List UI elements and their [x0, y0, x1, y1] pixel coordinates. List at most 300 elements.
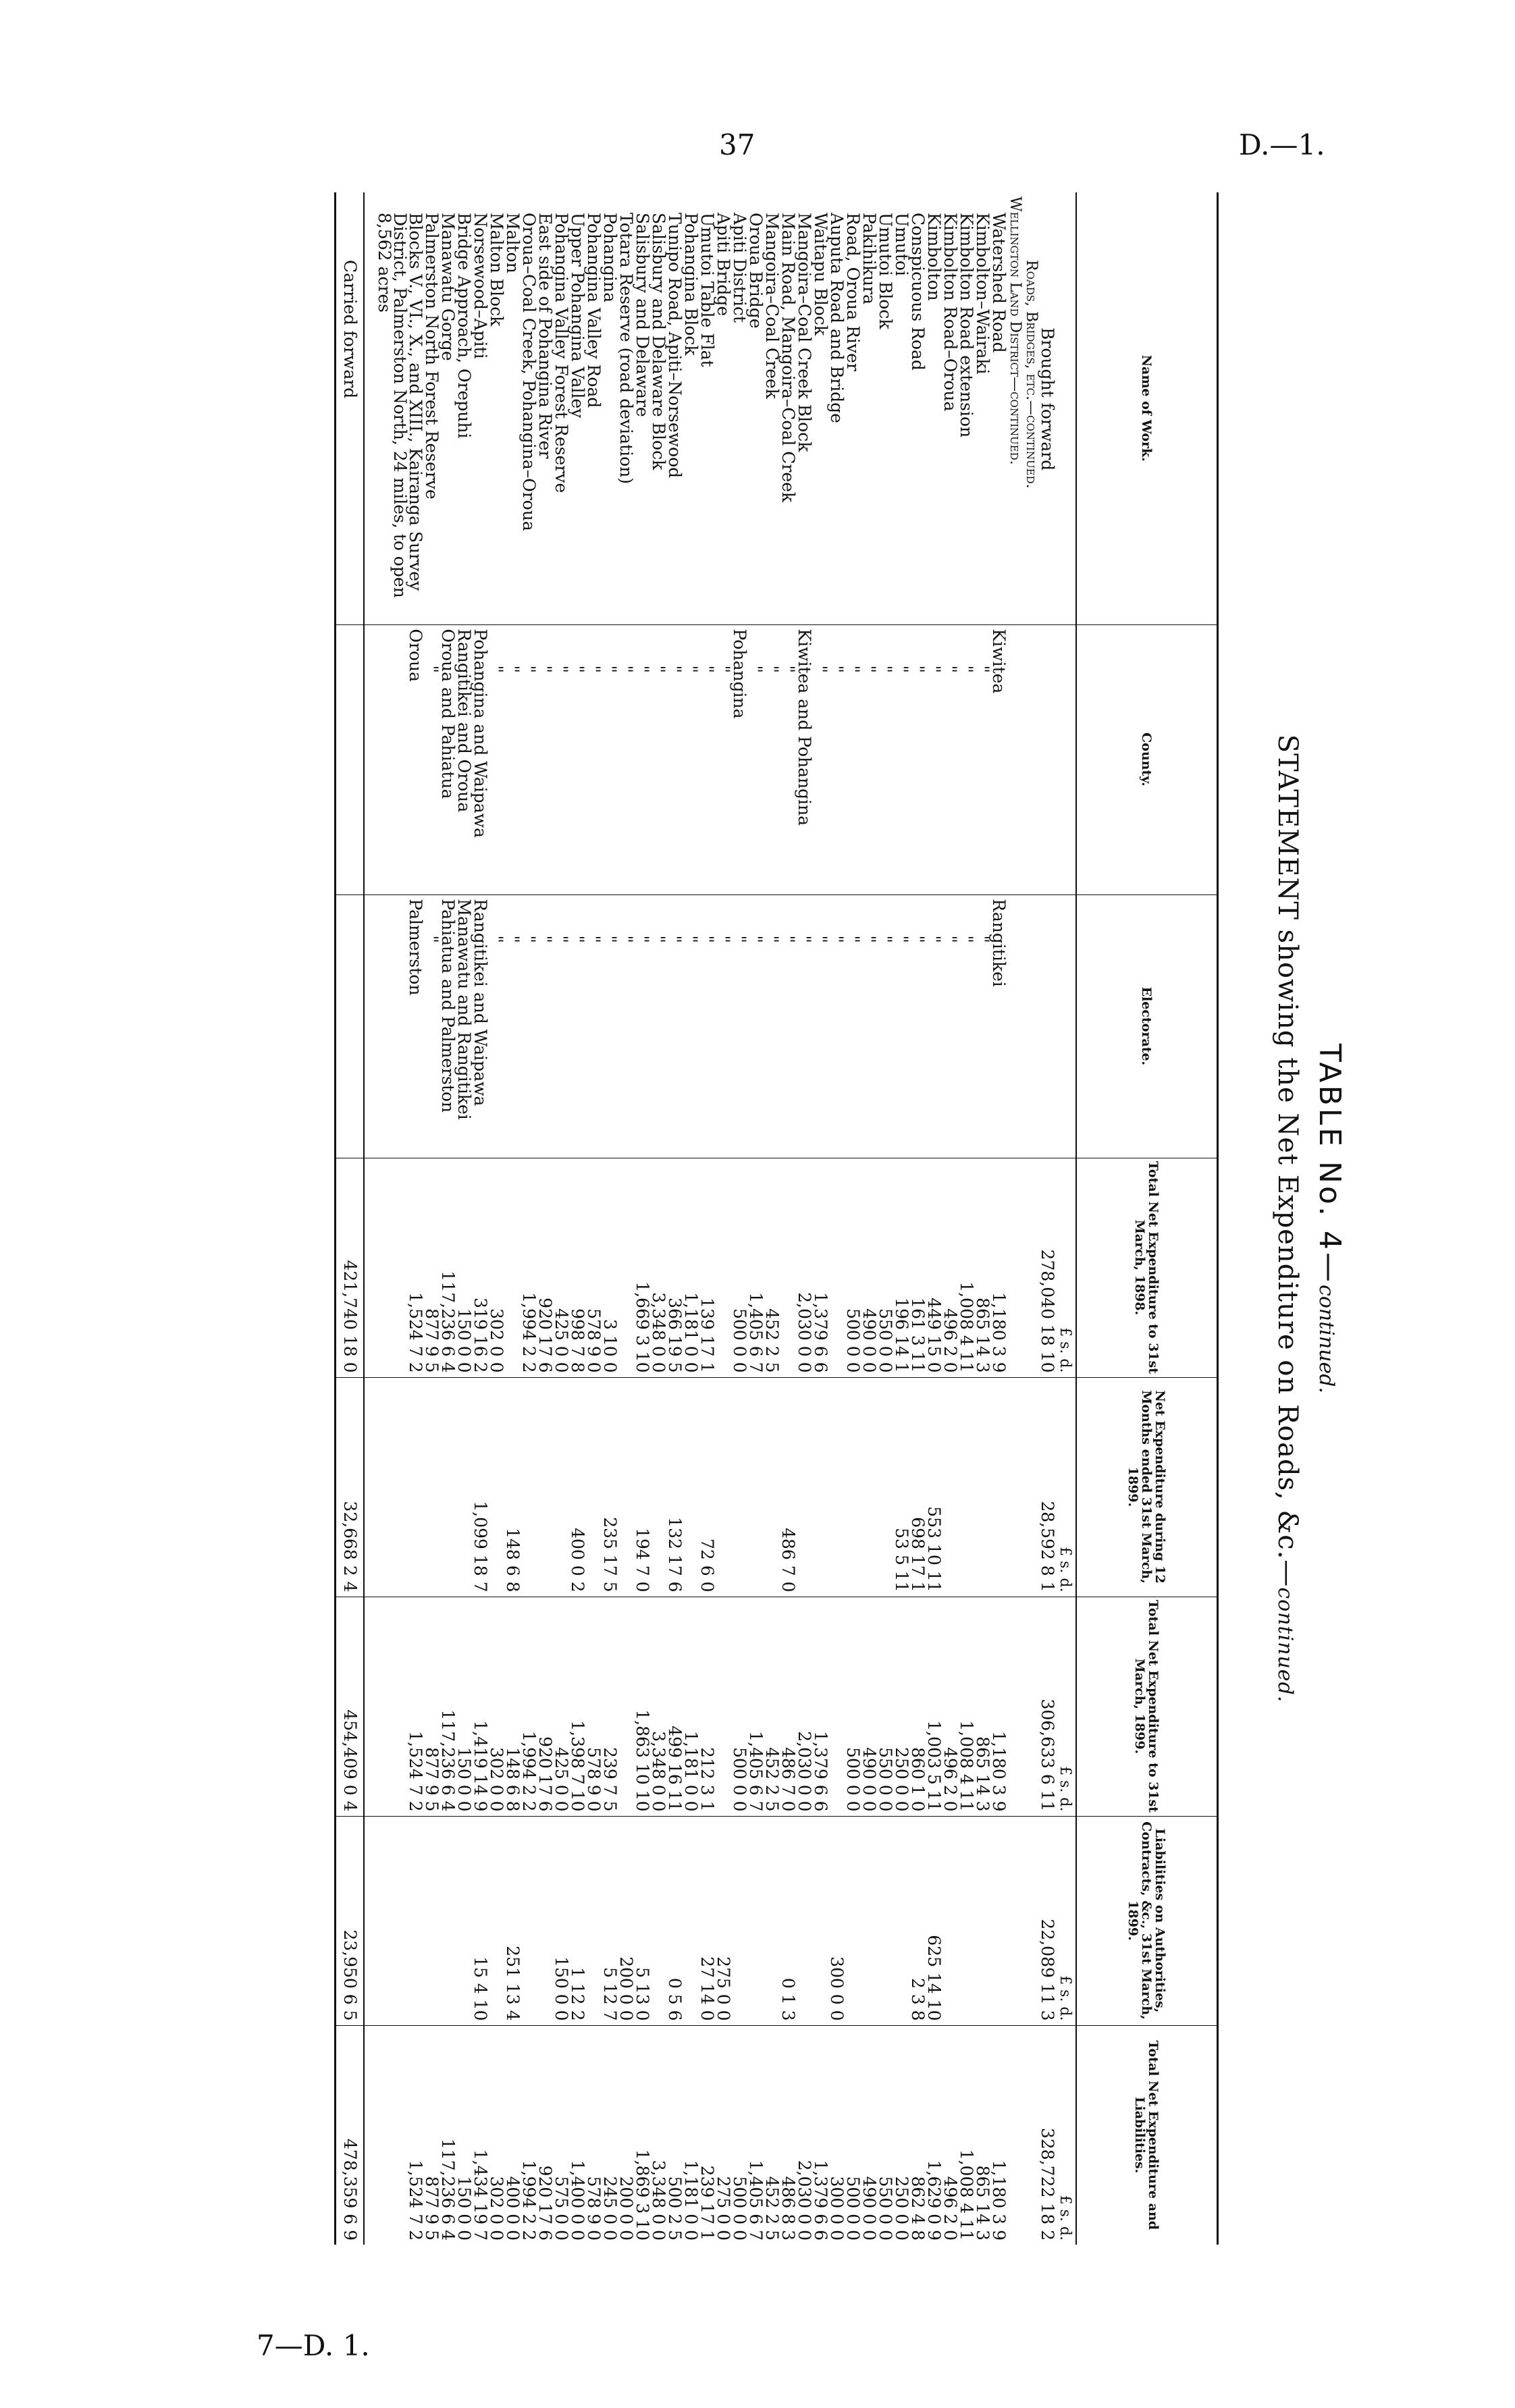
- work-name-cell: Mangoira–Coal Creek Block: [795, 213, 814, 452]
- table-row: [861, 192, 877, 2245]
- electorate-cell: ": [909, 894, 926, 1158]
- footer-reference: 7—D. 1.: [257, 2329, 370, 2362]
- county-cell: ": [780, 624, 796, 894]
- electorate-cell: ": [618, 894, 634, 1158]
- county-cell: ": [764, 624, 780, 894]
- work-name-cell: Main Road, Mangoira–Coal Creek: [778, 213, 798, 503]
- total-1899-cell: 1,524 7 2: [377, 1597, 423, 1816]
- units-label: £ s. d.: [1057, 1816, 1076, 2025]
- electorate-cell: ": [423, 894, 440, 1158]
- total-1898-cell: 1,405 6 7: [747, 1158, 764, 1377]
- county-cell: ": [828, 624, 845, 894]
- total-1899-cell: 496 2 0: [942, 1597, 958, 1816]
- electorate-cell: ": [650, 894, 666, 1158]
- table-row: [683, 192, 699, 2245]
- total-liabilities-cell: 200 0 0: [618, 2025, 634, 2245]
- carried-forward-total-1898: 421,740 18 0: [336, 1158, 365, 1377]
- total-1898-cell: 139 17 1: [699, 1158, 715, 1377]
- table-body: [377, 192, 1076, 2245]
- county-cell: ": [423, 624, 440, 894]
- county-cell: ": [521, 624, 537, 894]
- total-1898-cell: 1,008 4 11: [958, 1158, 974, 1377]
- during-cell: [618, 1377, 634, 1597]
- total-1898-cell: 1,180 3 9: [990, 1158, 1007, 1377]
- total-1898-cell: 366 19 5: [666, 1158, 683, 1377]
- district-heading: Wellington Land District—continued.: [1007, 196, 1024, 465]
- county-cell: ": [666, 624, 683, 894]
- table-row: [553, 192, 569, 2245]
- total-1898-cell: 449 15 0: [926, 1158, 942, 1377]
- liabilities-cell: [861, 1816, 877, 2025]
- total-1899-cell: [618, 1597, 634, 1816]
- electorate-cell: ": [747, 894, 764, 1158]
- total-1898-cell: 998 7 8: [569, 1158, 585, 1377]
- total-liabilities-cell: 1,434 19 7: [472, 2025, 488, 2245]
- liabilities-cell: [521, 1816, 537, 2025]
- liabilities-cell: 0 1 3: [780, 1816, 796, 2025]
- liabilities-cell: 27 14 0: [699, 1816, 715, 2025]
- total-liabilities-cell: 500 0 0: [845, 2025, 861, 2245]
- total-1898-cell: 877 9 5: [423, 1158, 440, 1377]
- electorate-cell: ": [683, 894, 699, 1158]
- total-liabilities-cell: 3,348 0 0: [650, 2025, 666, 2245]
- brought-forward-liabilities: 22,089 11 3: [1039, 1816, 1057, 2025]
- table-row: [828, 192, 845, 2245]
- during-cell: [877, 1377, 893, 1597]
- work-name-cell: Norsewood–Apiti: [471, 213, 490, 359]
- header-electorate: Electorate.: [1076, 894, 1218, 1158]
- total-1899-cell: 500 0 0: [845, 1597, 861, 1816]
- total-liabilities-cell: 877 9 5: [423, 2025, 440, 2245]
- liabilities-cell: [423, 1816, 440, 2025]
- county-cell: ": [926, 624, 942, 894]
- during-cell: 148 6 8: [504, 1377, 521, 1597]
- units-label: £ s. d.: [1057, 1597, 1076, 1816]
- total-1899-cell: 239 7 5: [602, 1597, 618, 1816]
- total-1899-cell: 578 9 0: [585, 1597, 602, 1816]
- during-cell: [764, 1377, 780, 1597]
- section-heading-row: [1023, 192, 1039, 2245]
- liabilities-cell: 275 0 0: [715, 1816, 731, 2025]
- table-row: [504, 192, 521, 2245]
- table-row: [537, 192, 553, 2245]
- total-liabilities-cell: 578 9 0: [585, 2025, 602, 2245]
- expenditure-table: [334, 192, 1219, 2245]
- header-county: County.: [1076, 624, 1218, 894]
- during-cell: [650, 1377, 666, 1597]
- total-liabilities-cell: 452 2 5: [764, 2025, 780, 2245]
- county-cell: ": [618, 624, 634, 894]
- during-cell: 698 17 1: [909, 1377, 926, 1597]
- county-cell: ": [602, 624, 618, 894]
- total-1899-cell: 499 16 11: [666, 1597, 683, 1816]
- during-cell: [423, 1377, 440, 1597]
- during-cell: [488, 1377, 504, 1597]
- county-cell: Kiwitea and Pohangina: [796, 624, 812, 894]
- electorate-cell: ": [488, 894, 504, 1158]
- total-1898-cell: [828, 1158, 845, 1377]
- total-1898-cell: 196 14 1: [893, 1158, 909, 1377]
- total-1899-cell: 452 2 5: [764, 1597, 780, 1816]
- total-1899-cell: 490 0 0: [861, 1597, 877, 1816]
- county-cell: Kiwitea: [990, 624, 1007, 894]
- electorate-cell: ": [828, 894, 845, 1158]
- table-row: [650, 192, 666, 2245]
- work-name-cell: Tunipo Road, Apiti–Norsewood: [665, 213, 685, 479]
- liabilities-cell: [942, 1816, 958, 2025]
- work-name-cell: Pohangina Valley Forest Reserve: [552, 213, 571, 493]
- total-1899-cell: 212 3 1: [699, 1597, 715, 1816]
- table-row: [990, 192, 1007, 2245]
- work-name-cell: Oroua Bridge: [746, 213, 766, 329]
- total-liabilities-cell: 486 8 3: [780, 2025, 796, 2245]
- county-cell: ": [553, 624, 569, 894]
- county-cell: ": [877, 624, 893, 894]
- county-cell: Rangitikei and Oroua: [456, 624, 472, 894]
- table-row: [699, 192, 715, 2245]
- total-1898-cell: 490 0 0: [861, 1158, 877, 1377]
- total-liabilities-cell: 150 0 0: [456, 2025, 472, 2245]
- electorate-cell: ": [521, 894, 537, 1158]
- work-name-cell: Upper Pohangina Valley: [568, 213, 587, 419]
- liabilities-cell: 5 13 0: [634, 1816, 650, 2025]
- work-name-cell: Blocks V., VI., X., and XIII., Kairanga Survey District, Palmerston North, 24 miles, to open 8,562 acres: [375, 213, 425, 598]
- electorate-cell: Rangitikei: [990, 894, 1007, 1158]
- during-cell: [715, 1377, 731, 1597]
- total-1899-cell: 920 17 6: [537, 1597, 553, 1816]
- header-total-1898: Total Net Expenditure to 31st March, 1898.: [1076, 1158, 1218, 1377]
- total-1899-cell: 1,180 3 9: [990, 1597, 1007, 1816]
- table-row: [585, 192, 602, 2245]
- total-1898-cell: 578 9 0: [585, 1158, 602, 1377]
- liabilities-cell: [456, 1816, 472, 2025]
- during-cell: 235 17 5: [602, 1377, 618, 1597]
- carried-forward-total-liabilities: 478,359 6 9: [336, 2025, 365, 2245]
- carried-forward-row: [336, 192, 365, 2245]
- work-name-cell: Kimbolton: [924, 213, 944, 301]
- liabilities-cell: [747, 1816, 764, 2025]
- total-liabilities-cell: 500 0 0: [731, 2025, 747, 2245]
- during-cell: 53 5 11: [893, 1377, 909, 1597]
- during-cell: [440, 1377, 456, 1597]
- table-row: [602, 192, 618, 2245]
- total-liabilities-cell: 250 0 0: [893, 2025, 909, 2245]
- brought-forward-total-liabilities: 328,722 18 2: [1039, 2025, 1057, 2245]
- table-row: [845, 192, 861, 2245]
- table-row: [634, 192, 650, 2245]
- county-cell: ": [699, 624, 715, 894]
- total-1898-cell: 2,030 0 0: [796, 1158, 812, 1377]
- during-cell: [861, 1377, 877, 1597]
- total-1898-cell: 161 3 11: [909, 1158, 926, 1377]
- county-cell: ": [488, 624, 504, 894]
- total-liabilities-cell: 575 0 0: [553, 2025, 569, 2245]
- liabilities-cell: [731, 1816, 747, 2025]
- header-total-1899: Total Net Expenditure to 31st March, 1899.: [1076, 1597, 1218, 1816]
- during-cell: 194 7 0: [634, 1377, 650, 1597]
- total-1899-cell: 1,379 6 6: [812, 1597, 828, 1816]
- liabilities-cell: [958, 1816, 974, 2025]
- total-1899-cell: 117,236 6 4: [440, 1597, 456, 1816]
- total-1899-cell: 250 0 0: [893, 1597, 909, 1816]
- county-cell: ": [958, 624, 974, 894]
- work-name-cell: Auputa Road and Bridge: [827, 213, 847, 423]
- total-1899-cell: 3,348 0 0: [650, 1597, 666, 1816]
- liabilities-cell: 625 14 10: [926, 1816, 942, 2025]
- table-subtitle-continued: continued.: [1273, 1587, 1297, 1703]
- total-1899-cell: 1,181 0 0: [683, 1597, 699, 1816]
- during-cell: [796, 1377, 812, 1597]
- electorate-cell: ": [942, 894, 958, 1158]
- total-1898-cell: 500 0 0: [731, 1158, 747, 1377]
- total-1898-cell: 150 0 0: [456, 1158, 472, 1377]
- total-liabilities-cell: 2,030 0 0: [796, 2025, 812, 2245]
- table-row: [456, 192, 472, 2245]
- total-liabilities-cell: 1,400 0 0: [569, 2025, 585, 2245]
- header-liabilities: Liabilities on Authorities, Contracts, &c., 31st March, 1899.: [1076, 1816, 1218, 2025]
- total-1899-cell: 1,863 10 10: [634, 1597, 650, 1816]
- table-row: [812, 192, 828, 2245]
- county-cell: ": [845, 624, 861, 894]
- total-1898-cell: 550 0 0: [877, 1158, 893, 1377]
- total-1899-cell: 550 0 0: [877, 1597, 893, 1816]
- work-name-cell: Oroua–Coal Creek, Pohangina–Oroua: [519, 213, 539, 531]
- electorate-cell: ": [731, 894, 747, 1158]
- electorate-cell: ": [893, 894, 909, 1158]
- liabilities-cell: [845, 1816, 861, 2025]
- during-cell: 553 10 11: [926, 1377, 942, 1597]
- liabilities-cell: [585, 1816, 602, 2025]
- county-cell: ": [683, 624, 699, 894]
- liabilities-cell: 251 13 4: [504, 1816, 521, 2025]
- county-cell: Pohangina and Waipawa: [472, 624, 488, 894]
- table-row: [877, 192, 893, 2245]
- during-cell: 400 0 2: [569, 1377, 585, 1597]
- total-1899-cell: 1,003 5 11: [926, 1597, 942, 1816]
- work-name-cell: Kimbolton Road extension: [957, 213, 976, 438]
- county-cell: ": [747, 624, 764, 894]
- work-name-cell: Kimbolton–Wairaki: [973, 213, 992, 375]
- electorate-cell: ": [974, 894, 990, 1158]
- work-name-cell: Pohangina Block: [681, 213, 701, 356]
- work-name-cell: East side of Pohangina River: [535, 213, 555, 459]
- carried-forward-during: 32,668 2 4: [336, 1377, 365, 1597]
- electorate-cell: ": [926, 894, 942, 1158]
- header-name: Name of Work.: [1076, 192, 1218, 624]
- work-name-cell: Salisbury and Delaware Block: [649, 213, 668, 471]
- electorate-cell: ": [715, 894, 731, 1158]
- during-cell: [990, 1377, 1007, 1597]
- electorate-cell: ": [634, 894, 650, 1158]
- work-name-cell: Kimbolton Road–Oroua: [940, 213, 960, 412]
- work-name-cell: Salisbury and Delaware: [633, 213, 652, 417]
- liabilities-cell: 0 5 6: [666, 1816, 683, 2025]
- liabilities-cell: [650, 1816, 666, 2025]
- during-cell: [537, 1377, 553, 1597]
- work-name-cell: Pohangina Valley Road: [584, 213, 604, 408]
- table-row: [747, 192, 764, 2245]
- table-row: [942, 192, 958, 2245]
- total-1899-cell: 1,994 2 2: [521, 1597, 537, 1816]
- total-1898-cell: 425 0 0: [553, 1158, 569, 1377]
- work-name-cell: Waitapu Block: [811, 213, 830, 336]
- total-liabilities-cell: 117,236 6 4: [440, 2025, 456, 2245]
- district-heading-row: [1007, 192, 1023, 2245]
- table-row: [440, 192, 456, 2245]
- county-cell: Oroua: [377, 624, 423, 894]
- during-cell: [812, 1377, 828, 1597]
- brought-forward-during: 28,592 8 1: [1039, 1377, 1057, 1597]
- during-cell: [942, 1377, 958, 1597]
- electorate-cell: ": [504, 894, 521, 1158]
- total-1898-cell: 1,524 7 2: [377, 1158, 423, 1377]
- liabilities-cell: [796, 1816, 812, 2025]
- table-row: [731, 192, 747, 2245]
- liabilities-cell: 150 0 0: [553, 1816, 569, 2025]
- table-row: [893, 192, 909, 2245]
- total-liabilities-cell: 302 0 0: [488, 2025, 504, 2245]
- electorate-cell: ": [780, 894, 796, 1158]
- work-name-cell: Totara Reserve (road deviation): [616, 213, 636, 484]
- table-row: [488, 192, 504, 2245]
- brought-forward-total-1899: 306,633 6 11: [1039, 1597, 1057, 1816]
- total-liabilities-cell: 400 0 0: [504, 2025, 521, 2245]
- total-1899-cell: 865 14 3: [974, 1597, 990, 1816]
- during-cell: [845, 1377, 861, 1597]
- total-1899-cell: 500 0 0: [731, 1597, 747, 1816]
- liabilities-cell: 2 3 8: [909, 1816, 926, 2025]
- table-title-continued: continued.: [1314, 1285, 1338, 1394]
- total-liabilities-cell: 500 2 5: [666, 2025, 683, 2245]
- during-cell: [828, 1377, 845, 1597]
- section-heading: Roads, Bridges, etc.—continued.: [1023, 260, 1040, 489]
- total-1899-cell: 2,030 0 0: [796, 1597, 812, 1816]
- electorate-cell: ": [537, 894, 553, 1158]
- electorate-cell: ": [861, 894, 877, 1158]
- total-1899-cell: 1,398 7 10: [569, 1597, 585, 1816]
- liabilities-cell: [764, 1816, 780, 2025]
- liabilities-cell: [488, 1816, 504, 2025]
- document-reference: D.—1.: [1239, 128, 1325, 161]
- total-1898-cell: [504, 1158, 521, 1377]
- total-liabilities-cell: 1,869 3 10: [634, 2025, 650, 2245]
- total-liabilities-cell: 300 0 0: [828, 2025, 845, 2245]
- county-cell: ": [650, 624, 666, 894]
- county-cell: ": [585, 624, 602, 894]
- liabilities-cell: 5 12 7: [602, 1816, 618, 2025]
- header-row: [1076, 192, 1218, 2245]
- total-1898-cell: 1,379 6 6: [812, 1158, 828, 1377]
- electorate-cell: Pahiatua and Palmerston: [440, 894, 456, 1158]
- total-1898-cell: 1,181 0 0: [683, 1158, 699, 1377]
- table-title-text: TABLE No. 4—: [1312, 1043, 1347, 1285]
- table-row: [423, 192, 440, 2245]
- total-1899-cell: 877 9 5: [423, 1597, 440, 1816]
- liabilities-cell: 15 4 10: [472, 1816, 488, 2025]
- total-liabilities-cell: 1,405 6 7: [747, 2025, 764, 2245]
- total-1898-cell: [618, 1158, 634, 1377]
- electorate-cell: ": [666, 894, 683, 1158]
- work-name-cell: Pakihikura: [859, 213, 879, 304]
- liabilities-cell: 200 0 0: [618, 1816, 634, 2025]
- work-name-cell: Watershed Road: [989, 213, 1009, 353]
- total-1898-cell: 302 0 0: [488, 1158, 504, 1377]
- electorate-cell: Rangitikei and Waipawa: [472, 894, 488, 1158]
- during-cell: [456, 1377, 472, 1597]
- table-title: [1312, 192, 1347, 2245]
- electorate-cell: ": [553, 894, 569, 1158]
- total-liabilities-cell: 550 0 0: [877, 2025, 893, 2245]
- county-cell: ": [861, 624, 877, 894]
- county-cell: ": [893, 624, 909, 894]
- table-row: [618, 192, 634, 2245]
- rotated-table-area: [213, 192, 1347, 2245]
- electorate-cell: Manawatu and Rangitikei: [456, 894, 472, 1158]
- total-liabilities-cell: 865 14 3: [974, 2025, 990, 2245]
- electorate-cell: ": [699, 894, 715, 1158]
- work-name-cell: Road, Oroua River: [843, 213, 863, 371]
- units-label: £ s. d.: [1057, 1377, 1076, 1597]
- brought-forward-label: Brought forward: [1038, 327, 1057, 471]
- electorate-cell: ": [569, 894, 585, 1158]
- total-1898-cell: 496 2 0: [942, 1158, 958, 1377]
- work-name-cell: Malton: [503, 213, 523, 273]
- during-cell: [731, 1377, 747, 1597]
- work-name-cell: Umutoi: [892, 213, 911, 276]
- during-cell: [958, 1377, 974, 1597]
- county-cell: ": [569, 624, 585, 894]
- total-liabilities-cell: 1,180 3 9: [990, 2025, 1007, 2245]
- county-cell: ": [504, 624, 521, 894]
- electorate-cell: ": [796, 894, 812, 1158]
- carried-forward-liabilities: 23,950 6 5: [336, 1816, 365, 2025]
- total-liabilities-cell: 245 0 0: [602, 2025, 618, 2245]
- table-row: [715, 192, 731, 2245]
- header-total-liabilities: Total Net Expenditure and Liabilities.: [1076, 2025, 1218, 2245]
- total-1899-cell: 860 1 0: [909, 1597, 926, 1816]
- work-name-cell: Apiti Bridge: [714, 213, 733, 317]
- county-cell: ": [634, 624, 650, 894]
- during-cell: [553, 1377, 569, 1597]
- work-name-cell: Palmerston North Forest Reserve: [422, 213, 442, 500]
- total-1898-cell: 500 0 0: [845, 1158, 861, 1377]
- total-1899-cell: 1,419 14 9: [472, 1597, 488, 1816]
- electorate-cell: ": [585, 894, 602, 1158]
- total-liabilities-cell: 1,181 0 0: [683, 2025, 699, 2245]
- table-row: [796, 192, 812, 2245]
- liabilities-cell: [440, 1816, 456, 2025]
- total-1899-cell: 486 7 0: [780, 1597, 796, 1816]
- total-1899-cell: 425 0 0: [553, 1597, 569, 1816]
- liabilities-cell: [377, 1816, 423, 2025]
- during-cell: 1,099 18 7: [472, 1377, 488, 1597]
- table-row: [472, 192, 488, 2245]
- total-liabilities-cell: 490 0 0: [861, 2025, 877, 2245]
- during-cell: [747, 1377, 764, 1597]
- electorate-cell: ": [958, 894, 974, 1158]
- total-liabilities-cell: 1,994 2 2: [521, 2025, 537, 2245]
- total-1898-cell: [780, 1158, 796, 1377]
- liabilities-cell: [893, 1816, 909, 2025]
- table-row: [909, 192, 926, 2245]
- county-cell: Oroua and Pahiatua: [440, 624, 456, 894]
- during-cell: [585, 1377, 602, 1597]
- page-number: 37: [719, 128, 755, 161]
- total-liabilities-cell: 496 2 0: [942, 2025, 958, 2245]
- liabilities-cell: [990, 1816, 1007, 2025]
- total-1899-cell: 1,008 4 11: [958, 1597, 974, 1816]
- table-row: [521, 192, 537, 2245]
